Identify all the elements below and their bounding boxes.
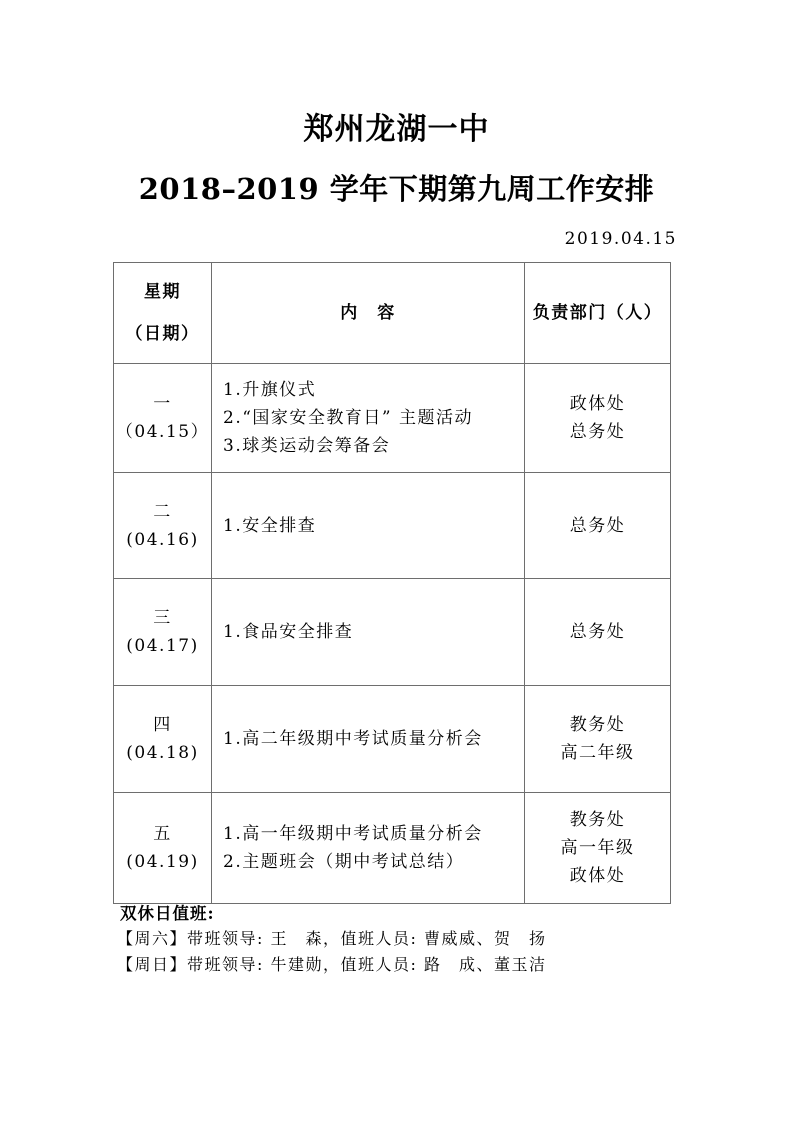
date-label: (04.19) [126,852,199,872]
page-title: 郑州龙湖一中 [303,112,490,147]
content-cell [212,579,525,686]
table-header-row [114,263,671,364]
department-label: 高二年级 [560,743,635,763]
content-item: 1.高二年级期中考试质量分析会 [223,729,483,749]
content-item: 3.球类运动会筹备会 [223,436,391,456]
department-label: 政体处 [569,394,626,414]
weekend-duty-heading: 双休日值班: [120,904,215,923]
header-department-column: 负责部门（人） [525,263,671,364]
weekend-duty-section [117,902,677,977]
content-item: 1.安全排查 [223,515,317,536]
department-cell [525,579,671,686]
day-label: 五 [153,824,172,844]
day-cell [114,793,212,904]
content-cell [212,686,525,793]
date-label: （04.15） [115,422,210,442]
department-label: 教务处 [569,715,626,735]
content-cell [212,793,525,904]
content-cell [212,364,525,473]
date-label: (04.16) [126,529,199,550]
table-row-monday [114,364,671,473]
department-label: 高一年级 [560,838,635,858]
content-cell [212,473,525,579]
department-label: 政体处 [569,866,626,886]
document-date: 2019.04.15 [564,229,677,249]
weekend-duty-line-saturday: 【周六】带班领导: 王 森，值班人员: 曹威威、贺 扬 [117,929,547,948]
header-day-column [114,263,212,364]
department-label: 总务处 [569,515,626,536]
department-cell [525,473,671,579]
content-item: 2.主题班会（期中考试总结） [223,852,465,872]
content-item: 1.食品安全排查 [223,622,354,642]
table-row-tuesday [114,473,671,579]
day-cell [114,579,212,686]
weekend-duty-line-sunday: 【周日】带班领导: 牛建勋，值班人员: 路 成、董玉洁 [117,954,547,974]
day-label: 一 [153,394,172,414]
content-item: 1.高一年级期中考试质量分析会 [223,824,483,844]
day-cell [114,686,212,793]
header-day-line1: 星期 [144,282,181,302]
department-label: 总务处 [569,422,626,442]
department-label: 总务处 [569,622,626,642]
page-subtitle: 2018–2019 学年下期第九周工作安排 [138,172,655,206]
date-label: (04.17) [126,636,199,656]
department-cell [525,793,671,904]
day-cell [114,364,212,473]
table-row-wednesday [114,579,671,686]
content-item: 1.升旗仪式 [223,380,317,400]
day-label: 三 [153,608,172,628]
date-label: (04.18) [126,743,199,763]
day-label: 二 [153,501,172,522]
department-label: 教务处 [569,810,626,830]
department-cell [525,364,671,473]
header-content-column: 内 容 [212,263,525,364]
day-label: 四 [153,715,172,735]
content-item: 2.“国家安全教育日” 主题活动 [223,408,474,428]
header-day-line2: （日期） [125,324,200,344]
table-row-thursday [114,686,671,793]
table-row-friday [114,793,671,904]
day-cell [114,473,212,579]
schedule-table [113,262,671,904]
department-cell [525,686,671,793]
